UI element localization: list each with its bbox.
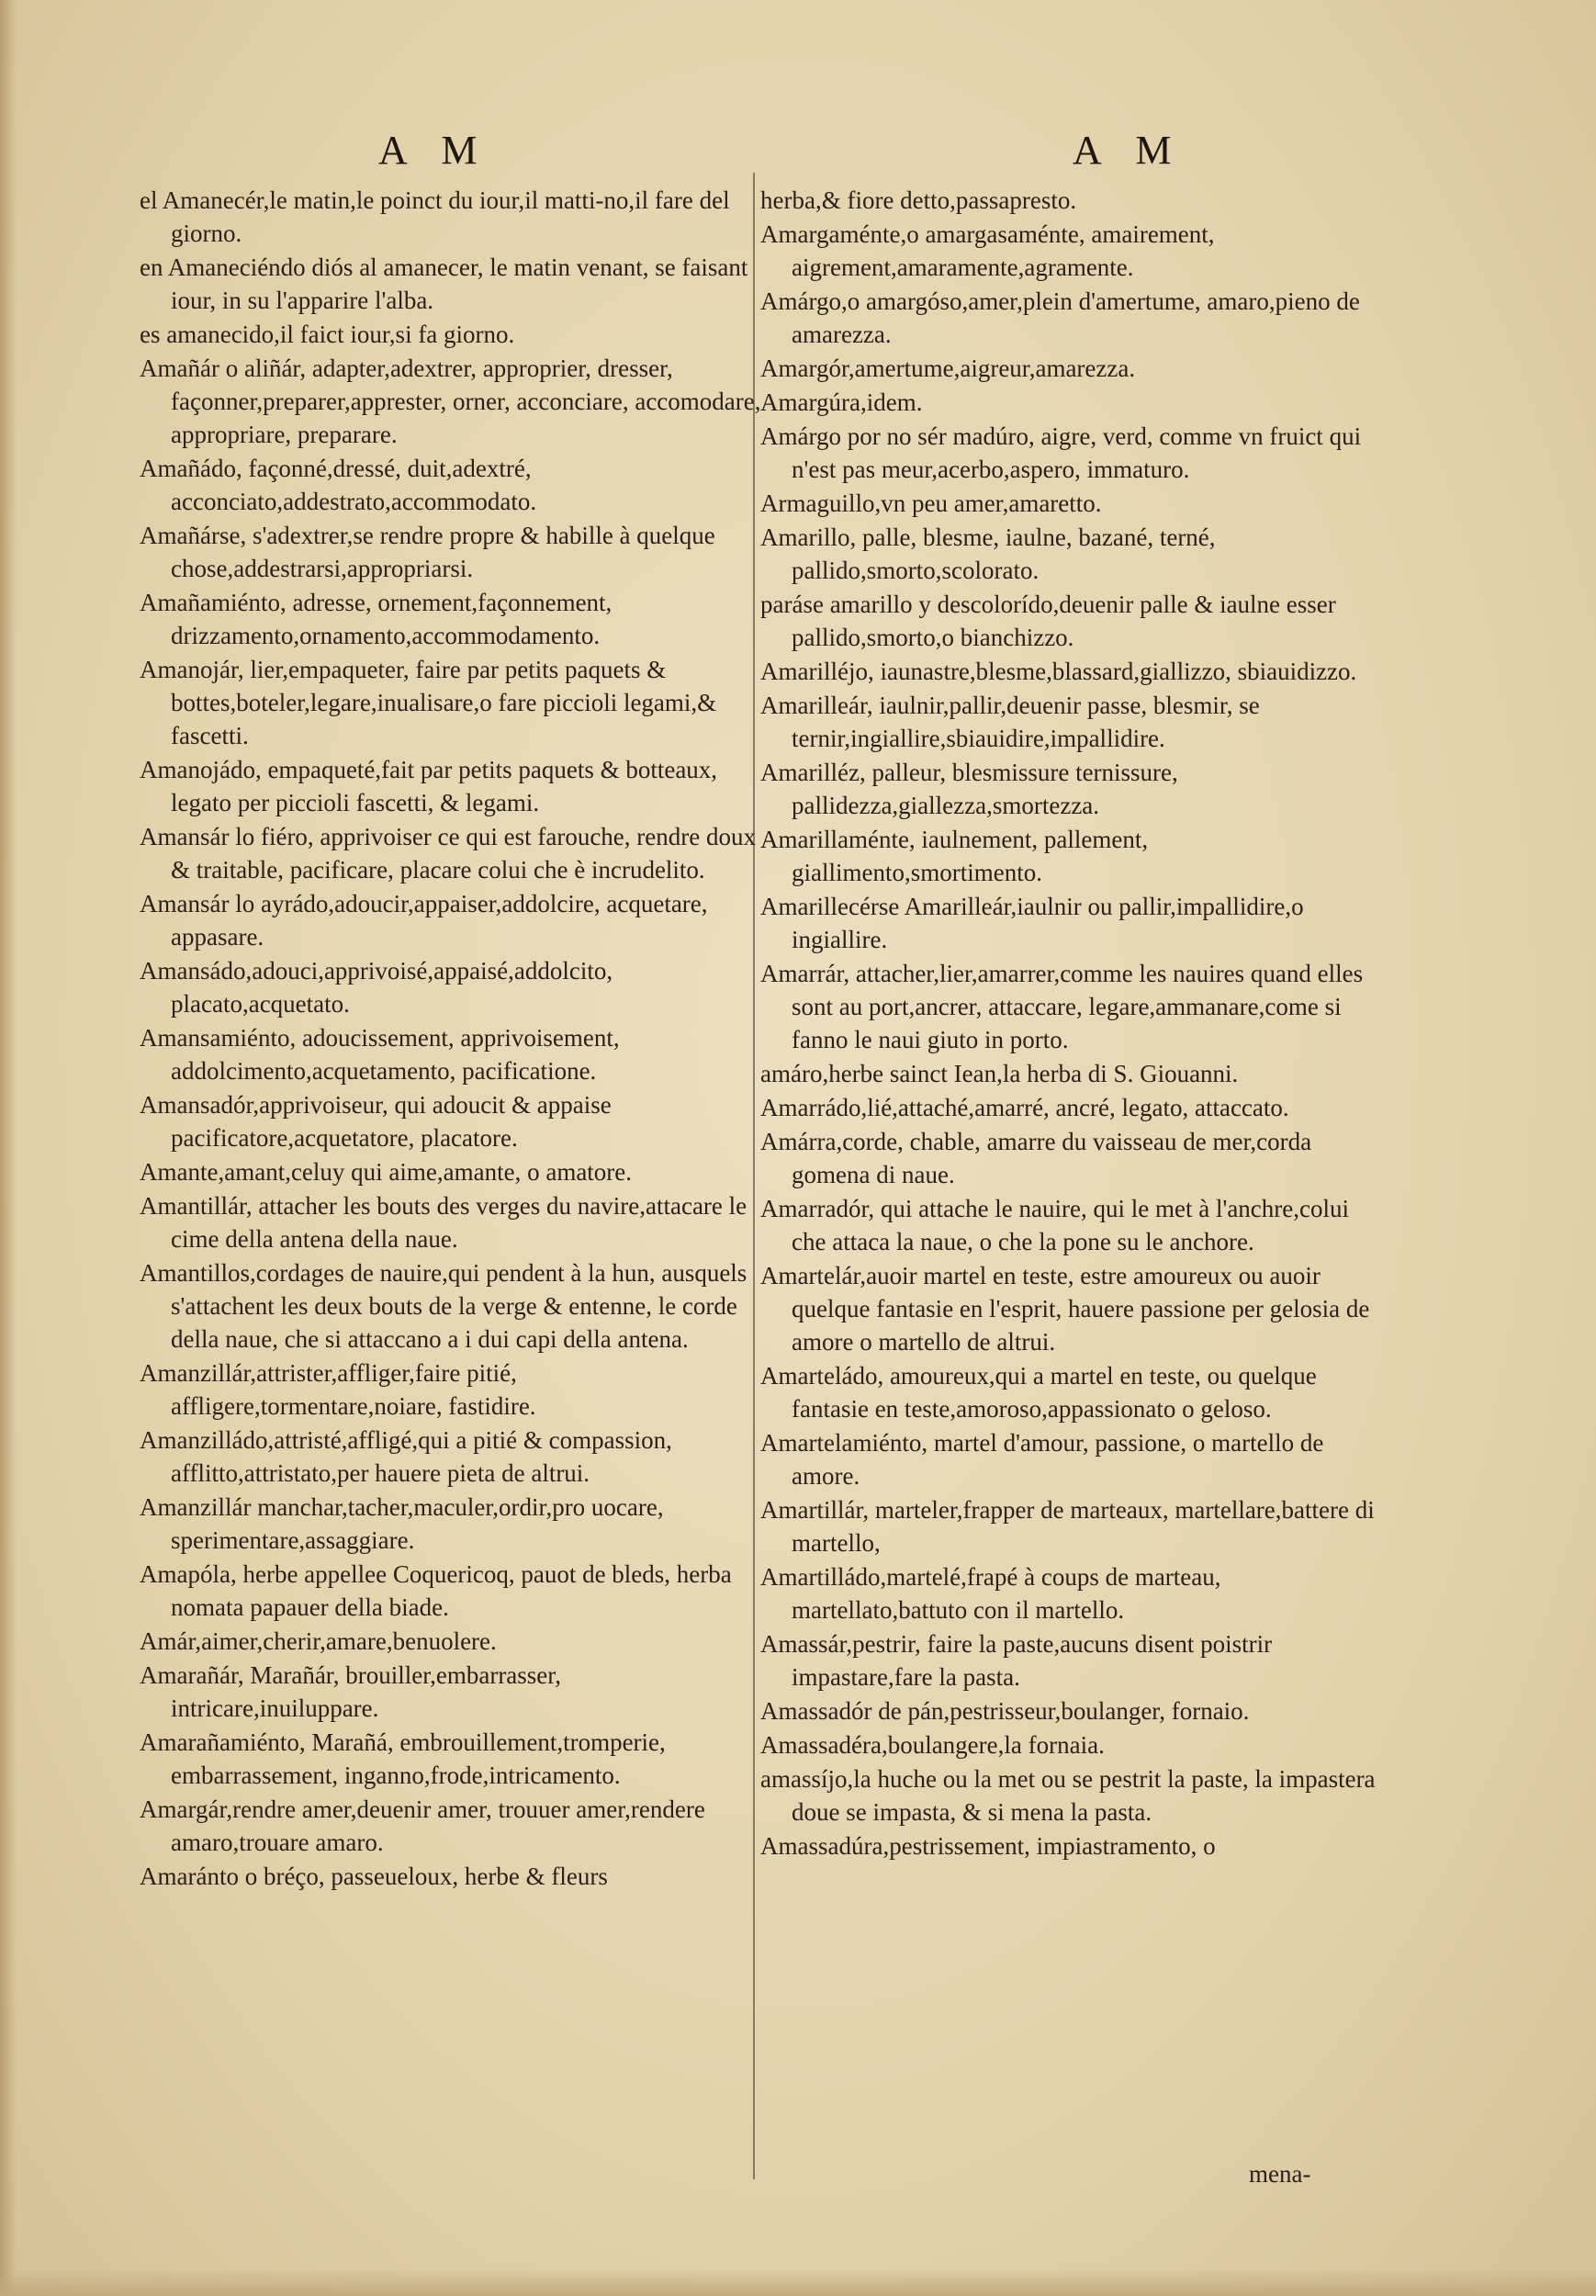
dictionary-entry: Amansár lo fiéro, apprivoiser ce qui est farouche, rendre doux & traitable, pacificare, placare colui che è incrudelito. [140,823,756,884]
dictionary-entry: Amarrádo,lié,attaché,amarré, ancré, legato, attaccato. [760,1094,1289,1121]
dictionary-entry: Amansádo,adouci,apprivoisé,appaisé,addolcito, placato,acquetato. [140,957,613,1018]
dictionary-entry: Amarañamiénto, Marañá, embrouillement,tromperie, embarrassement, inganno,frode,intricamento. [140,1728,666,1789]
dictionary-entry: Amanojár, lier,empaqueter, faire par petits paquets & bottes,boteler,legare,inualisare,o fare piccioli legami,& fascetti. [140,656,717,749]
dictionary-entry: Amarilléz, palleur, blesmissure ternissure, pallidezza,giallezza,smortezza. [760,759,1178,819]
dictionary-entry: Amartelár,auoir martel en teste, estre amoureux ou auoir quelque fantasie en l'esprit, hauere passione per gelosia de amore o martello de altrui. [760,1262,1370,1356]
dictionary-entry: Amargór,amertume,aigreur,amarezza. [760,355,1136,382]
dictionary-entry: Amárgo por no sér madúro, aigre, verd, comme vn fruict qui n'est pas meur,acerbo,aspero, immaturo. [760,422,1362,483]
dictionary-entry: paráse amarillo y descolorído,deuenir palle & iaulne esser pallido,smorto,o bianchizzo. [760,591,1336,651]
dictionary-entry: Amanzilládo,attristé,affligé,qui a pitié & compassion, afflitto,attristato,per hauere pieta de altrui. [140,1426,672,1487]
dictionary-entry: herba,& fiore detto,passapresto. [760,186,1077,214]
dictionary-entry: Amapóla, herbe appellee Coquericoq, pauot de bleds, herba nomata papauer della biade. [140,1560,732,1621]
dictionary-entry: Amañár o aliñár, adapter,adextrer, approprier, dresser, façonner,preparer,apprester, orner, acconciare, accomodare, appropriare, preparare. [140,355,761,448]
dictionary-entry: Amarañár, Marañár, brouiller,embarrasser, intricare,inuiluppare. [140,1661,561,1722]
page-bottom-shadow [0,2268,1596,2296]
dictionary-entry: Amansamiénto, adoucissement, apprivoisement, addolcimento,acquetamento, pacificatione. [140,1024,620,1085]
catchword: mena- [1249,2160,1311,2188]
dictionary-entry: es amanecido,il faict iour,si fa giorno. [140,321,515,348]
dictionary-entry: Amartillár, marteler,frapper de marteaux, martellare,battere di martello, [760,1496,1375,1557]
page-edge-shadow [0,0,17,2296]
dictionary-entry: Amartelamiénto, martel d'amour, passione, o martello de amore. [760,1429,1324,1490]
dictionary-entry: en Amaneciéndo diós al amanecer, le matin venant, se faisant iour, in su l'apparire l'alba. [140,253,748,314]
dictionary-entry: Amargaménte,o amargasaménte, amairement, aigrement,amaramente,agramente. [760,220,1215,281]
dictionary-entry: Amarilléjo, iaunastre,blesme,blassard,giallizzo, sbiauidizzo. [760,658,1357,685]
right-column [760,184,1385,1863]
left-column [140,184,764,1894]
dictionary-entry: Amassadúra,pestrissement, impiastramento, o [760,1832,1216,1860]
dictionary-entry: Amassadéra,boulangere,la fornaia. [760,1731,1105,1759]
dictionary-entry: Amanzillár,attrister,affliger,faire pitié, affligere,tormentare,noiare, fastidire. [140,1359,536,1420]
dictionary-entry: amassíjo,la huche ou la met ou se pestrit la paste, la impastera doue se impasta, & si mena la pasta. [760,1765,1376,1826]
dictionary-entry: Amarillo, palle, blesme, iaulne, bazané, terné, pallido,smorto,scolorato. [760,523,1216,584]
dictionary-entry: amáro,herbe sainct Iean,la herba di S. Giouanni. [760,1060,1239,1087]
dictionary-entry: Amañárse, s'adextrer,se rendre propre & habille à quelque chose,addestrarsi,appropriarsi. [140,522,715,582]
dictionary-entry: Amanzillár manchar,tacher,maculer,ordir,pro uocare, sperimentare,assaggiare. [140,1493,664,1554]
dictionary-entry: el Amanecér,le matin,le poinct du iour,il matti-no,il fare del giorno. [140,186,730,247]
dictionary-entry: Amargúra,idem. [760,388,923,416]
dictionary-entry: Amarilleár, iaulnir,pallir,deuenir passe, blesmir, se ternir,ingiallire,sbiauidire,impallidire. [760,692,1260,752]
dictionary-entry: Amarillaménte, iaulnement, pallement, giallimento,smortimento. [760,826,1149,886]
dictionary-entry: Amár,aimer,cherir,amare,benuolere. [140,1627,497,1655]
dictionary-entry: Amassadór de pán,pestrisseur,boulanger, fornaio. [760,1697,1250,1725]
right-column-header: A M [1073,128,1185,173]
dictionary-entry: Amargár,rendre amer,deuenir amer, trouuer amer,rendere amaro,trouare amaro. [140,1795,705,1856]
dictionary-entry: Amante,amant,celuy qui aime,amante, o amatore. [140,1158,633,1186]
dictionary-entry: Armaguillo,vn peu amer,amaretto. [760,490,1102,517]
dictionary-entry: Amartilládo,martelé,frapé à coups de marteau, martellato,battuto con il martello. [760,1563,1221,1624]
dictionary-entry: Amañádo, façonné,dressé, duit,adextré, acconciato,addestrato,accommodato. [140,455,537,515]
left-column-header: A M [378,128,490,173]
dictionary-entry: Amañamiénto, adresse, ornement,façonnement, drizzamento,ornamento,accommodamento. [140,589,613,649]
dictionary-entry: Amansár lo ayrádo,adoucir,appaiser,addolcire, acquetare, appasare. [140,890,708,951]
dictionary-entry: Amárgo,o amargóso,amer,plein d'amertume, amaro,pieno de amarezza. [760,287,1360,348]
dictionary-entry: Amárra,corde, chable, amarre du vaisseau de mer,corda gomena di naue. [760,1128,1312,1188]
dictionary-entry: Amarillecérse Amarilleár,iaulnir ou pallir,impallidire,o ingiallire. [760,893,1304,953]
dictionary-entry: Amanojádo, empaqueté,fait par petits paquets & botteaux, legato per piccioli fascetti, & legami. [140,756,718,816]
dictionary-entry: Amarrár, attacher,lier,amarrer,comme les nauires quand elles sont au port,ancrer, attaccare, legare,ammanare,come si fanno le naui giuto in porto. [760,960,1364,1053]
dictionary-entry: Amantillos,cordages de nauire,qui pendent à la hun, ausquels s'attachent les deux bouts de la verge & entenne, le corde della naue, che si attaccano a i dui capi della antena. [140,1259,747,1353]
dictionary-entry: Amansadór,apprivoiseur, qui adoucit & appaise pacificatore,acquetatore, placatore. [140,1091,612,1152]
dictionary-entry: Amassár,pestrir, faire la paste,aucuns disent poistrir impastare,fare la pasta. [760,1630,1273,1691]
dictionary-entry: Amarradór, qui attache le nauire, qui le met à l'anchre,colui che attaca la naue, o che la pone su le anchore. [760,1195,1349,1255]
dictionary-entry: Amaránto o bréço, passeueloux, herbe & fleurs [140,1863,608,1890]
dictionary-entry: Amantillár, attacher les bouts des verges du navire,attacare le cime della antena della naue. [140,1192,747,1253]
dictionary-entry: Amarteládo, amoureux,qui a martel en teste, ou quelque fantasie en teste,amoroso,appassionato o geloso. [760,1362,1317,1423]
